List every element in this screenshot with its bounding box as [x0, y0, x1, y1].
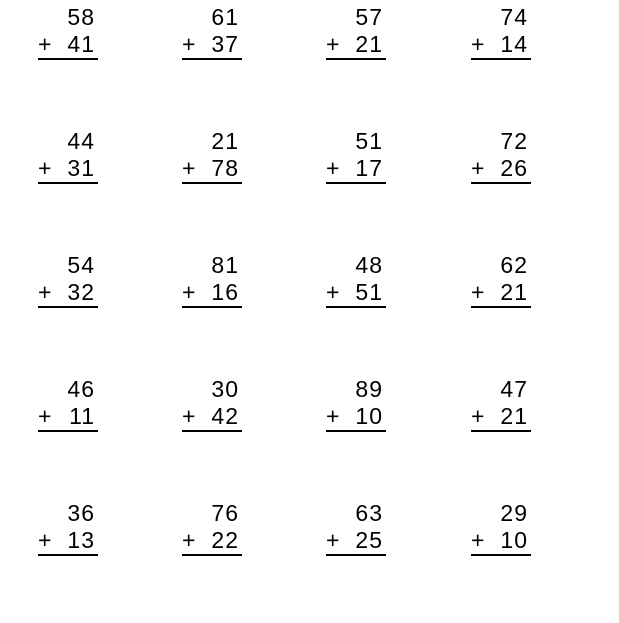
plus-sign: +: [182, 403, 196, 429]
problem-15: [326, 372, 386, 428]
problem-19: [326, 496, 386, 552]
answer-line: [326, 430, 386, 432]
answer-line: [471, 430, 531, 432]
answer-line: [326, 554, 386, 556]
bottom-number: 14: [500, 31, 528, 57]
top-number: 58: [67, 4, 95, 30]
answer-line: [38, 306, 98, 308]
plus-sign: +: [38, 155, 52, 181]
plus-sign: +: [326, 279, 340, 305]
plus-sign: +: [182, 279, 196, 305]
bottom-number: 51: [355, 279, 383, 305]
answer-line: [471, 58, 531, 60]
answer-line: [471, 182, 531, 184]
plus-sign: +: [182, 527, 196, 553]
answer-line: [182, 182, 242, 184]
bottom-number: 21: [500, 403, 528, 429]
problem-8: [471, 124, 531, 180]
plus-sign: +: [326, 155, 340, 181]
top-number: 72: [500, 128, 528, 154]
bottom-number: 16: [211, 279, 239, 305]
problem-14: [182, 372, 242, 428]
answer-line: [38, 182, 98, 184]
problem-9: [38, 248, 98, 304]
top-number: 76: [211, 500, 239, 526]
top-number: 89: [355, 376, 383, 402]
problem-4: [471, 0, 531, 56]
plus-sign: +: [182, 31, 196, 57]
problem-17: [38, 496, 98, 552]
bottom-number: 41: [67, 31, 95, 57]
top-number: 47: [500, 376, 528, 402]
bottom-number: 10: [500, 527, 528, 553]
top-number: 46: [67, 376, 95, 402]
top-number: 21: [211, 128, 239, 154]
answer-line: [38, 430, 98, 432]
answer-line: [326, 306, 386, 308]
bottom-number: 11: [69, 403, 95, 429]
top-number: 44: [67, 128, 95, 154]
problem-7: [326, 124, 386, 180]
problem-3: [326, 0, 386, 56]
bottom-number: 25: [355, 527, 383, 553]
top-number: 81: [211, 252, 239, 278]
problem-5: [38, 124, 98, 180]
plus-sign: +: [326, 31, 340, 57]
bottom-number: 22: [211, 527, 239, 553]
plus-sign: +: [182, 155, 196, 181]
bottom-number: 42: [211, 403, 239, 429]
bottom-number: 17: [355, 155, 383, 181]
top-number: 62: [500, 252, 528, 278]
plus-sign: +: [471, 279, 485, 305]
plus-sign: +: [471, 403, 485, 429]
bottom-number: 31: [67, 155, 95, 181]
problem-20: [471, 496, 531, 552]
answer-line: [326, 182, 386, 184]
bottom-number: 26: [500, 155, 528, 181]
answer-line: [182, 306, 242, 308]
top-number: 48: [355, 252, 383, 278]
plus-sign: +: [326, 527, 340, 553]
answer-line: [182, 554, 242, 556]
problem-2: [182, 0, 242, 56]
plus-sign: +: [326, 403, 340, 429]
plus-sign: +: [471, 527, 485, 553]
bottom-number: 21: [355, 31, 383, 57]
bottom-number: 78: [211, 155, 239, 181]
plus-sign: +: [471, 155, 485, 181]
plus-sign: +: [38, 31, 52, 57]
answer-line: [38, 58, 98, 60]
top-number: 63: [355, 500, 383, 526]
top-number: 36: [67, 500, 95, 526]
problem-13: [38, 372, 98, 428]
bottom-number: 13: [67, 527, 95, 553]
plus-sign: +: [471, 31, 485, 57]
problem-1: [38, 0, 98, 56]
plus-sign: +: [38, 279, 52, 305]
plus-sign: +: [38, 403, 52, 429]
answer-line: [38, 554, 98, 556]
answer-line: [326, 58, 386, 60]
problem-12: [471, 248, 531, 304]
bottom-number: 37: [211, 31, 239, 57]
bottom-number: 21: [500, 279, 528, 305]
bottom-number: 10: [355, 403, 383, 429]
answer-line: [182, 430, 242, 432]
answer-line: [182, 58, 242, 60]
answer-line: [471, 554, 531, 556]
top-number: 61: [211, 4, 239, 30]
bottom-number: 32: [67, 279, 95, 305]
top-number: 29: [500, 500, 528, 526]
problem-11: [326, 248, 386, 304]
top-number: 51: [355, 128, 383, 154]
top-number: 74: [500, 4, 528, 30]
top-number: 30: [211, 376, 239, 402]
problem-16: [471, 372, 531, 428]
problem-18: [182, 496, 242, 552]
plus-sign: +: [38, 527, 52, 553]
top-number: 54: [67, 252, 95, 278]
problem-6: [182, 124, 242, 180]
problem-10: [182, 248, 242, 304]
top-number: 57: [355, 4, 383, 30]
answer-line: [471, 306, 531, 308]
